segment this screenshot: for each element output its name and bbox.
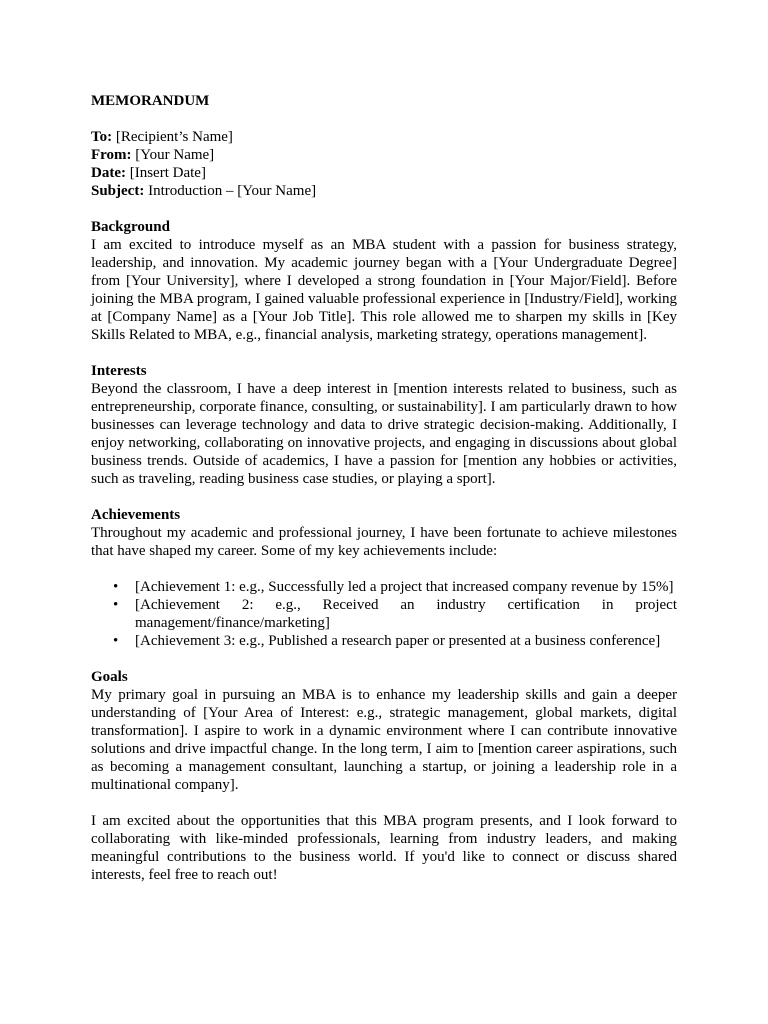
achievements-list [91, 578, 677, 650]
background-paragraph: I am excited to introduce myself as an MBA student with a passion for business strategy, leadership, and innovation. My academic journey began with a [Your Undergraduate Degree] from [Your University], where I developed a strong foundation in [Your Major/Field]. Before joining the MBA program, I gained valuable professional experience in [Industry/Field], working at [Company Name] as a [Your Job Title]. This role allowed me to sharpen my skills in [Key Skills Related to MBA, e.g., financial analysis, marketing strategy, operations management]. [91, 237, 677, 343]
memo-title: MEMORANDUM [91, 93, 210, 109]
date-label: Date: [91, 165, 126, 181]
bullet-icon: • [113, 579, 119, 595]
from-value: [Your Name] [131, 147, 215, 163]
date-line [91, 164, 677, 182]
background-section [91, 218, 677, 344]
achievement-text: [Achievement 1: e.g., Successfully led a project that increased company revenue by 15%] [135, 579, 674, 595]
to-value: [Recipient’s Name] [112, 129, 233, 145]
list-item [91, 596, 677, 632]
subject-line [91, 182, 677, 200]
achievements-intro: Throughout my academic and professional journey, I have been fortunate to achieve milestones that have shaped my career. Some of my key achievements include: [91, 525, 677, 559]
from-label: From: [91, 147, 132, 163]
bullet-icon: • [113, 597, 119, 613]
list-item [91, 632, 677, 650]
from-line [91, 146, 677, 164]
goals-heading: Goals [91, 669, 128, 685]
interests-paragraph: Beyond the classroom, I have a deep interest in [mention interests related to business, such as entrepreneurship, corporate finance, consulting, or sustainability]. I am particularly drawn to how businesses can leverage technology and data to drive strategic decision-making. Additionally, I enjoy networking, collaborating on innovative projects, and engaging in discussions about global business trends. Outside of academics, I have a passion for [mention any hobbies or activities, such as traveling, reading business case studies, or playing a sport]. [91, 381, 677, 487]
goals-paragraph: My primary goal in pursuing an MBA is to enhance my leadership skills and gain a deeper understanding of [Your Area of Interest: e.g., strategic management, global markets, digital transformation]. I aspire to work in a dynamic environment where I can contribute innovative solutions and drive impactful change. In the long term, I aim to [mention career aspirations, such as becoming a management consultant, launching a startup, or joining a leadership role in a multinational company]. [91, 687, 677, 793]
to-label: To: [91, 129, 113, 145]
interests-heading: Interests [91, 363, 147, 379]
list-item [91, 578, 677, 596]
closing-paragraph: I am excited about the opportunities that this MBA program presents, and I look forward to collaborating with like-minded professionals, learning from industry leaders, and making meaningful contributions to the business world. If you'd like to connect or discuss shared interests, feel free to reach out! [91, 813, 677, 883]
interests-section [91, 362, 677, 488]
date-value: [Insert Date] [125, 165, 206, 181]
achievement-text: [Achievement 3: e.g., Published a research paper or presented at a business conference] [135, 633, 661, 649]
bullet-icon: • [113, 633, 119, 649]
background-heading: Background [91, 219, 170, 235]
achievement-text: [Achievement 2: e.g., Received an industry certification in project management/finance/marketing] [135, 597, 677, 631]
achievements-heading: Achievements [91, 507, 181, 523]
to-line [91, 128, 677, 146]
memo-header [91, 128, 677, 200]
subject-value: Introduction – [Your Name] [144, 183, 317, 199]
achievements-section [91, 506, 677, 650]
goals-section [91, 668, 677, 794]
memo-document [91, 92, 677, 884]
subject-label: Subject: [91, 183, 145, 199]
